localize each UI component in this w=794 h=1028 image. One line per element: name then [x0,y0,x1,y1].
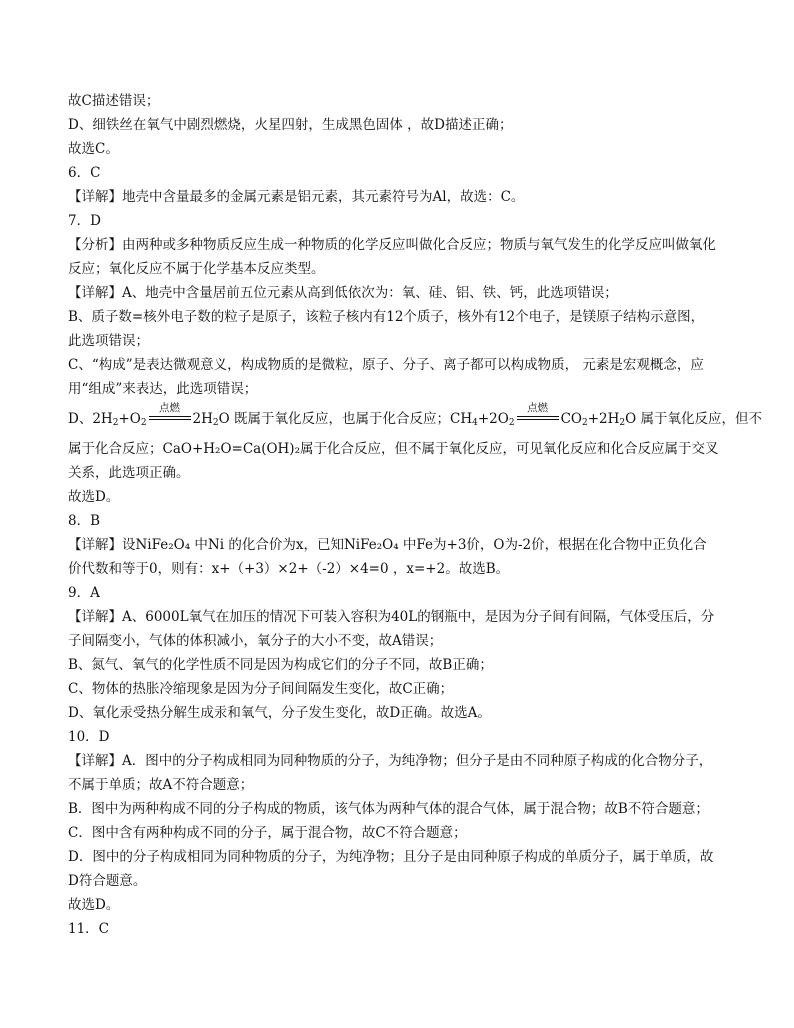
text-line: 【详解】A、地壳中含量居前五位元素从高到低依次为：氧、硅、铝、铁、钙，此选项错误； [68,285,618,301]
text-line: 属于化合反应；CaO+H₂O=Ca(OH)₂属于化合反应，但不属于氧化反应，可见氧化反应和化合反应属于交叉 [68,441,719,457]
text-line: 反应；氧化反应不属于化学基本反应类型。 [68,261,325,277]
text-line: 此选项错误； [68,333,149,349]
answer-number: 7．D [68,213,101,229]
text-line: 【详解】设NiFe₂O₄ 中Ni 的化合价为x，已知NiFe₂O₄ 中Fe为+3价，O为-2价，根据在化合物中正负化合 [68,537,707,553]
answer-number: 6．C [68,165,101,181]
reaction-arrow: 点燃 [149,410,191,428]
answer-number: 10．D [68,729,110,745]
text-line: C、物体的热胀冷缩现象是因为分子间间隔发生变化，故C正确； [68,681,454,697]
answer-number: 8．B [68,513,101,529]
text-line: C．图中含有两种构成不同的分子，属于混合物，故C不符合题意； [68,825,467,841]
text-line: 故选C。 [68,141,119,157]
answer-number: 11．C [68,921,110,937]
text-line: 【分析】由两种或多种物质反应生成一种物质的化学反应叫做化合反应；物质与氧气发生的化学反应叫做氧化 [68,237,716,253]
text-line: D符合题意。 [68,873,147,889]
text-line: D．图中的分子构成相同为同种物质的分子，为纯净物；且分子是由同种原子构成的单质分子，属于单质，故 [68,849,714,865]
text-line: 故选D。 [68,489,120,505]
text-line: C、“构成”是表达微观意义，构成物质的是微粒，原子、分子、离子都可以构成物质， 元素是宏观概念，应 [68,357,704,373]
reaction-arrow: 点燃 [517,410,559,428]
text-line: 子间隔变小，气体的体积减小，氧分子的大小不变，故A错误； [68,633,443,649]
answer-number: 9．A [68,585,100,601]
text-line: 价代数和等于0，则有：x+（+3）×2+（-2）×4=0 ，x=+2。故选B。 [68,561,510,577]
text-line: D、细铁丝在氧气中剧烈燃烧，火星四射，生成黑色固体 ，故D描述正确； [68,117,513,133]
text-line: D、氧化汞受热分解生成汞和氧气，分子发生变化，故D正确。故选A。 [68,705,491,721]
text-line: B．图中为两种构成不同的分子构成的物质，该气体为两种气体的混合气体，属于混合物；故B不符合题意； [68,801,709,817]
text-line: 用“组成”来表达，此选项错误； [68,381,258,397]
text-line: 不属于单质；故A不符合题意； [68,777,254,793]
text-line: B、质子数=核外电子数的粒子是原子，该粒子核内有12个质子，核外有12个电子，是镁原子结构示意图， [68,309,705,325]
text-line: B、氮气、氧气的化学性质不同是因为构成它们的分子不同，故B正确； [68,657,493,673]
text-line: 【详解】地壳中含量最多的金属元素是铝元素，其元素符号为Al，故选：C。 [68,189,525,205]
text-line: 【详解】A．图中的分子构成相同为同种物质的分子，为纯净物；但分子是由不同种原子构成的化合物分子， [68,753,713,769]
text-line: 【详解】A、6000L氧气在加压的情况下可装入容积为40L的钢瓶中，是因为分子间有间隔，气体受压后，分 [68,609,715,625]
text-line: 故选D。 [68,897,120,913]
reaction-equation-line: D、$2H_2+O_2$ 点燃 $2H_2O$ 既属于氧化反应，也属于化合反应；$CH_4+2O_2$ 点燃 $CO_2+2H_2O$ 属于氧化反应，但不 [68,402,763,428]
text-line: 故C描述错误； [68,93,160,109]
text-line: 关系，此选项正确。 [68,465,190,481]
